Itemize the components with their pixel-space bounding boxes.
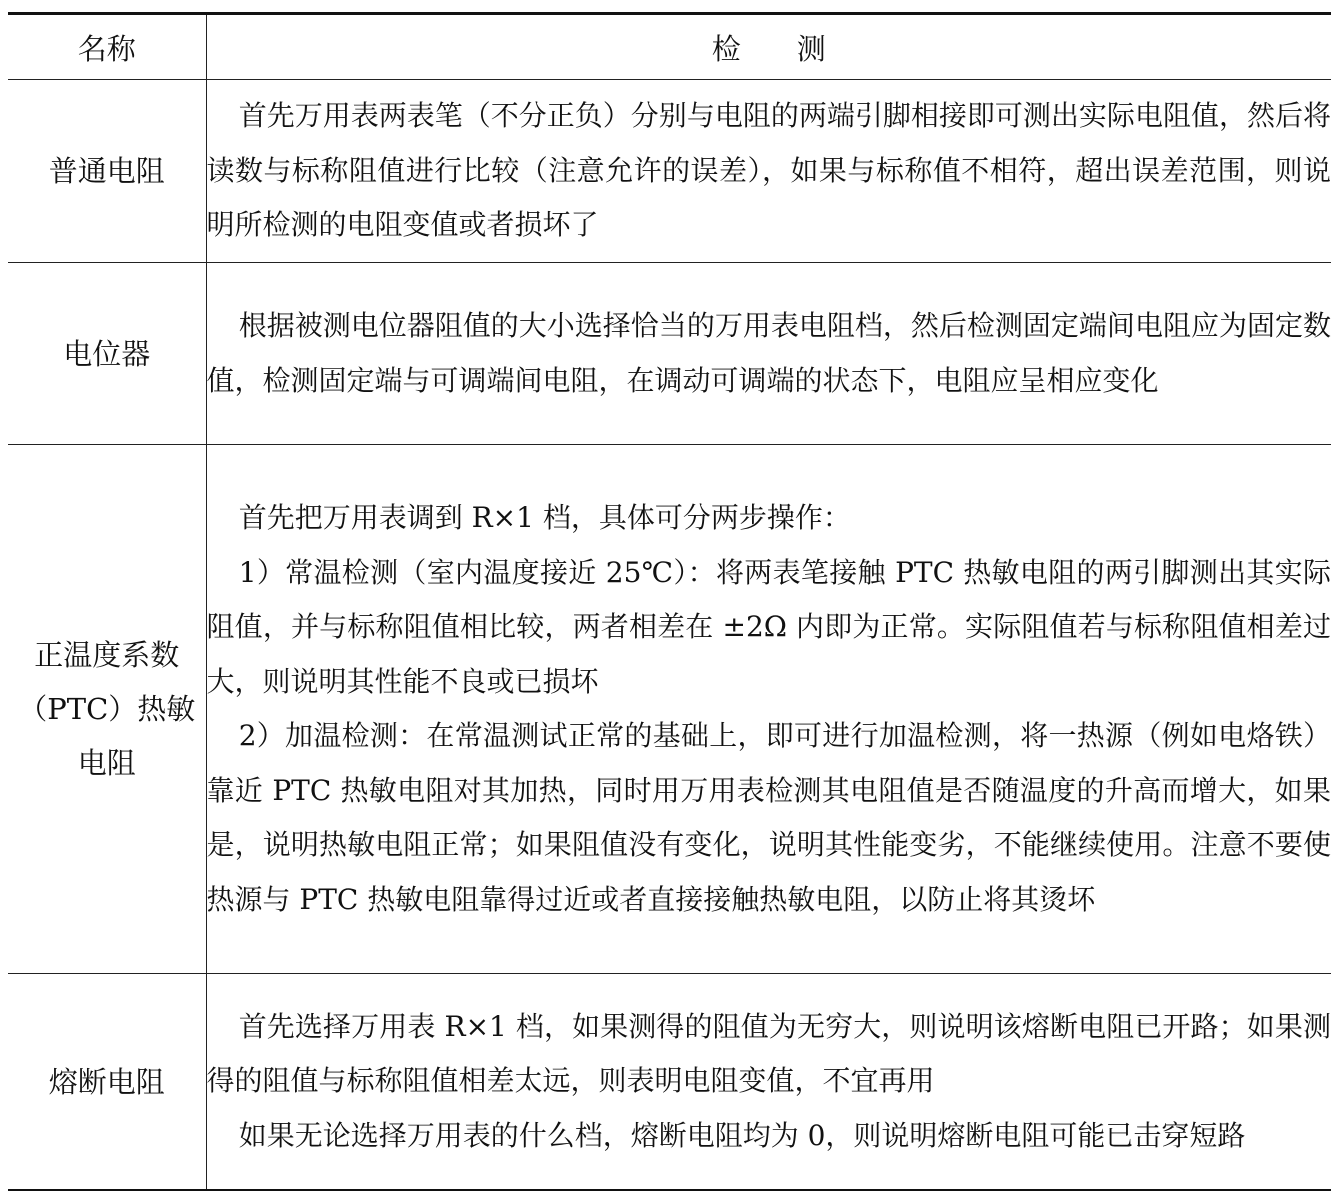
- detail-paragraph: 1）常温检测（室内温度接近 25℃）：将两表笔接触 PTC 热敏电阻的两引脚测出其实际阻值，并与标称阻值相比较，两者相差在 ±2Ω 内即为正常。实际阻值若与标称阻值相差过大，则说明其性能不良或已损坏: [206, 555, 1331, 698]
- row-detail-cell: [206, 445, 1331, 974]
- row-name-line: 熔断电阻: [48, 1064, 165, 1099]
- row-name-cell: [8, 263, 206, 445]
- row-name-cell: [8, 445, 206, 974]
- detail-paragraph: 首先万用表两表笔（不分正负）分别与电阻的两端引脚相接即可测出实际电阻值，然后将读数与标称阻值进行比较（注意允许的误差），如果与标称值不相符，超出误差范围，则说明所检测的电阻变值或者损坏了: [206, 99, 1331, 242]
- table-row: [8, 263, 1331, 445]
- row-name-line: 普通电阻: [48, 154, 165, 188]
- header-row: [8, 14, 1331, 80]
- header-detect-label: 检测: [711, 31, 882, 66]
- row-name-line: 正温度系数: [34, 638, 180, 672]
- row-detail-cell: [206, 263, 1331, 445]
- detail-paragraph: 如果无论选择万用表的什么档，熔断电阻均为 0，则说明熔断电阻可能已击穿短路: [238, 1118, 1246, 1152]
- resistor-detection-table: [8, 12, 1331, 1191]
- row-name-cell: [8, 80, 206, 263]
- table-row: [8, 80, 1331, 263]
- header-name: 名称: [8, 14, 206, 80]
- detail-paragraph: 首先把万用表调到 R×1 档，具体可分两步操作：: [238, 501, 851, 534]
- row-name-line: 电位器: [63, 336, 151, 371]
- table-body: [8, 80, 1331, 1191]
- row-detail-cell: [206, 80, 1331, 263]
- detail-paragraph: 2）加温检测：在常温测试正常的基础上，即可进行加温检测，将一热源（例如电烙铁）靠近 PTC 热敏电阻对其加热，同时用万用表检测其电阻值是否随温度的升高而增大，如果是，说明热敏电阻正常；如果阻值没有变化，说明其性能变劣，不能继续使用。注意不要使热源与 PTC 热敏电阻靠得过近或者直接接触热敏电阻，以防止将其烫坏: [206, 719, 1331, 916]
- header-detect: [206, 14, 1331, 80]
- row-detail-cell: [206, 974, 1331, 1191]
- table-row: [8, 445, 1331, 974]
- table-header: [8, 14, 1331, 80]
- detail-paragraph: 根据被测电位器阻值的大小选择恰当的万用表电阻档，然后检测固定端间电阻应为固定数值，检测固定端与可调端间电阻，在调动可调端的状态下，电阻应呈相应变化: [206, 309, 1331, 397]
- row-name-cell: [8, 974, 206, 1191]
- detail-paragraph: 首先选择万用表 R×1 档，如果测得的阻值为无穷大，则说明该熔断电阻已开路；如果测得的阻值与标称阻值相差太远，则表明电阻变值，不宜再用: [206, 1009, 1331, 1098]
- table-row: [8, 974, 1331, 1191]
- row-name-line: （PTC）热敏: [18, 692, 196, 726]
- row-name-line: 电阻: [77, 746, 136, 780]
